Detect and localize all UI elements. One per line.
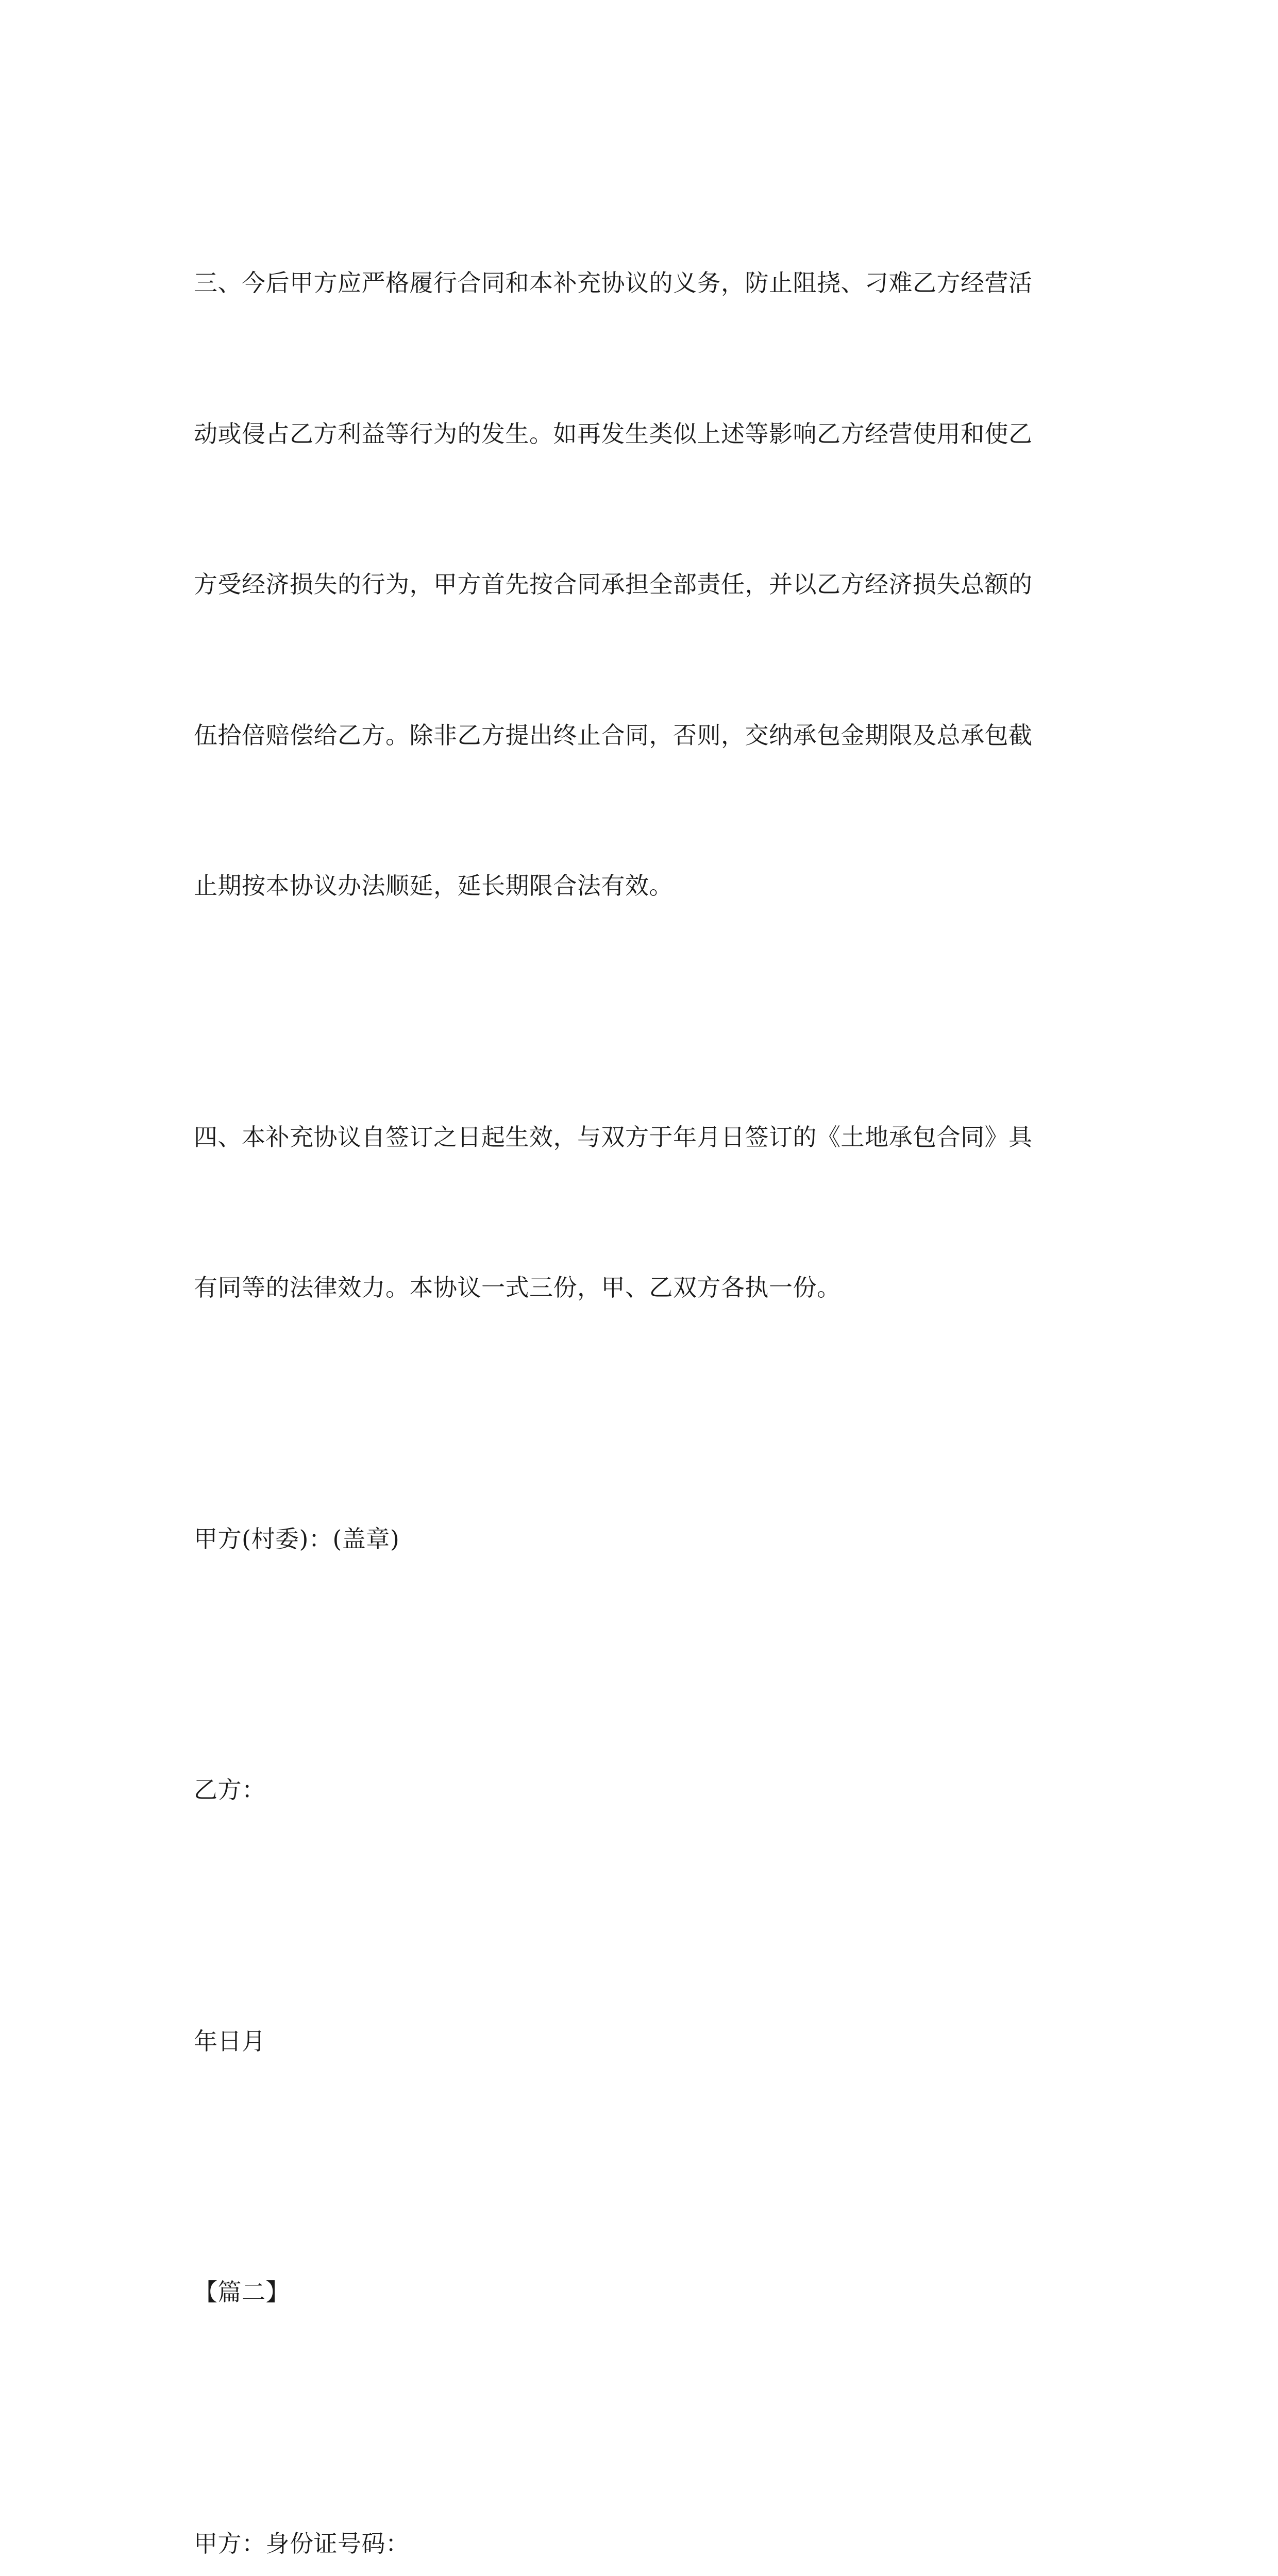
text-line: 乙方： bbox=[194, 1765, 1085, 1816]
text-line: 伍拾倍赔偿给乙方。除非乙方提出终止合同，否则，交纳承包金期限及总承包截 bbox=[194, 710, 1085, 761]
text-line: 甲方：身份证号码： bbox=[194, 2519, 1085, 2569]
part2-heading bbox=[194, 2167, 1085, 2418]
text-line: 动或侵占乙方利益等行为的发生。如再发生类似上述等影响乙方经营使用和使乙 bbox=[194, 409, 1085, 460]
section-heading: 【篇二】 bbox=[194, 2267, 1085, 2318]
part1-party-a-signature bbox=[194, 1414, 1085, 1665]
part1-clause3 bbox=[194, 158, 1085, 1012]
text-line: 有同等的法律效力。本协议一式三份，甲、乙双方各执一份。 bbox=[194, 1263, 1085, 1313]
part1-date bbox=[194, 1916, 1085, 2167]
text-line: 四、本补充协议自签订之日起生效，与双方于年月日签订的《土地承包合同》具 bbox=[194, 1112, 1085, 1163]
part2-party-a-id bbox=[194, 2418, 1085, 2576]
part1-clause4 bbox=[194, 1012, 1085, 1414]
document-body bbox=[194, 158, 1085, 2576]
text-line: 甲方(村委)：(盖章) bbox=[194, 1514, 1085, 1565]
part1-party-b-signature bbox=[194, 1665, 1085, 1916]
text-line: 方受经济损失的行为，甲方首先按合同承担全部责任，并以乙方经济损失总额的 bbox=[194, 560, 1085, 610]
text-line: 年日月 bbox=[194, 2016, 1085, 2067]
text-line: 止期按本协议办法顺延，延长期限合法有效。 bbox=[194, 861, 1085, 911]
text-line: 三、今后甲方应严格履行合同和本补充协议的义务，防止阻挠、刁难乙方经营活 bbox=[194, 258, 1085, 309]
